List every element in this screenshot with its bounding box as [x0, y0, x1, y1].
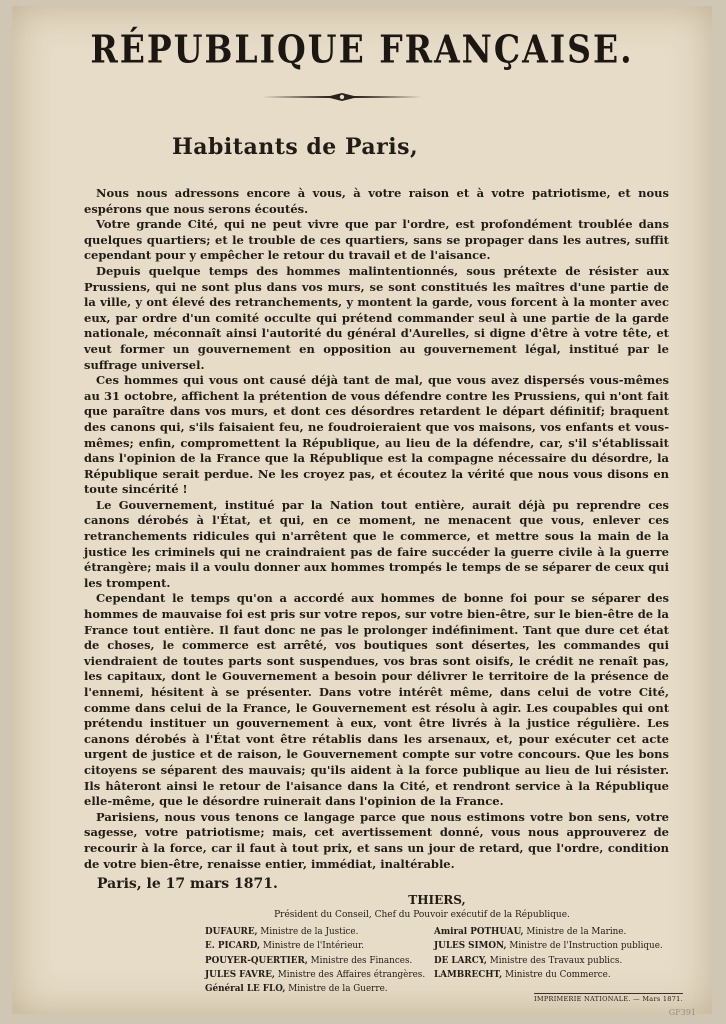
- paragraph: Parisiens, nous vous tenons ce langage parce que nous estimons votre bon sens, votre sagesse, votre patriotisme; mais, cet avertissement donné, vous nous approuverez de recourir à la force, car il faut à tout prix, et sans un jour de retard, que l'ordre, condition de votre bien-être, renaisse entier, immédiat, inaltérable.: [84, 809, 669, 871]
- poster-title: RÉPUBLIQUE FRANÇAISE.: [90, 27, 634, 72]
- proclamation-body: [84, 186, 669, 872]
- minister-entry: JULES SIMON, Ministre de l'Instruction publique.: [434, 941, 663, 952]
- ministers-left-column: [205, 925, 425, 996]
- paragraph: Votre grande Cité, qui ne peut vivre que par l'ordre, est profondément troublée dans quelques quartiers; et le trouble de ces quartiers, sans se propager dans les autres, suffit cependant pour y empêcher le retour du travail et de l'aisance.: [84, 217, 669, 263]
- paragraph: Le Gouvernement, institué par la Nation tout entière, aurait déjà pu reprendre ces canons dérobés à l'État, et qui, en ce moment, ne menacent que vous, enlever ces retranchements ridicules qui n'arrêtent que le commerce, et mettre sous la main de la justice les criminels qui ne craindraient pas de faire succéder la guerre civile à la guerre étrangère; mais il a voulu donner aux hommes trompés le temps de se séparer de ceux qui les trompent.: [84, 497, 669, 590]
- ornament-rule-icon: [260, 90, 424, 104]
- printer-imprint: IMPRIMERIE NATIONALE. — Mars 1871.: [534, 995, 683, 1003]
- poster-sheet: [12, 6, 712, 1017]
- paragraph: Cependant le temps qu'on a accordé aux hommes de bonne foi pour se séparer des hommes de mauvaise foi est pris sur votre repos, sur votre bien-être, sur le bien-être de la France tout entière. Il faut donc ne pas le prolonger indéfiniment. Tant que dure cet état de choses, le commerce est arrêté, vos boutiques sont désertes, les commandes qui viendraient de toutes parts sont suspendues, vos bras sont oisifs, le crédit ne renaît pas, les capitaux, dont le Gouvernement a besoin pour délivrer le territoire de la présence de l'ennemi, hésitent à se présenter. Dans votre intérêt même, dans celui de votre Cité, comme dans celui de la France, le Gouvernement est résolu à agir. Les coupables qui ont prétendu instituer un gouvernement à eux, vont être livrés à la justice régulière. Les canons dérobés à l'État vont être rétablis dans les arsenaux, et, pour exécuter cet acte urgent de justice et de raison, le Gouvernement compte sur votre concours. Que les bons citoyens se séparent des mauvais; qu'ils aident à la force publique au lieu de lui résister. Ils hâteront ainsi le retour de l'aisance dans la Cité, et rendront service à la République elle-même, que le désordre ruinerait dans l'opinion de la France.: [84, 591, 669, 809]
- signature-role: Président du Conseil, Chef du Pouvoir exécutif de la République.: [274, 910, 570, 920]
- archive-stamp: GF391: [668, 1008, 696, 1017]
- minister-entry: POUYER-QUERTIER, Ministre des Finances.: [205, 955, 413, 966]
- ministers-right-column: [434, 925, 663, 982]
- minister-entry: DE LARCY, Ministre des Travaux publics.: [434, 955, 623, 966]
- dateline: Paris, le 17 mars 1871.: [97, 876, 278, 892]
- minister-entry: JULES FAVRE, Ministre des Affaires étrangères.: [205, 969, 426, 980]
- minister-entry: DUFAURE, Ministre de la Justice.: [205, 927, 359, 937]
- paragraph: Depuis quelque temps des hommes malintentionnés, sous prétexte de résister aux Prussiens, qui ne sont plus dans vos murs, se sont constitués les maîtres d'une partie de la ville, y ont élevé des retranchements, y montent la garde, vous forcent à la monter avec eux, par ordre d'un comité occulte qui prétend commander seul à une partie de la garde nationale, méconnaît ainsi l'autorité du général d'Aurelles, si digne d'être à votre tête, et veut former un gouvernement en opposition au gouvernement légal, institué par le suffrage universel.: [84, 263, 669, 372]
- minister-entry: LAMBRECHT, Ministre du Commerce.: [434, 969, 611, 980]
- paragraph: Nous nous adressons encore à vous, à votre raison et à votre patriotisme, et nous espérons que nous serons écoutés.: [84, 186, 669, 216]
- minister-entry: E. PICARD, Ministre de l'Intérieur.: [205, 941, 365, 952]
- minister-entry: Général LE FLO, Ministre de la Guerre.: [205, 984, 388, 995]
- minister-entry: Amiral POTHUAU, Ministre de la Marine.: [434, 927, 627, 937]
- address-heading: Habitants de Paris,: [172, 134, 419, 160]
- signature-name: THIERS,: [408, 893, 466, 907]
- paragraph: Ces hommes qui vous ont causé déjà tant de mal, que vous avez dispersés vous-mêmes au 31 octobre, affichent la prétention de vous défendre contre les Prussiens, qui n'ont fait que paraître dans vos murs, et dont ces désordres retardent le départ définitif; braquent des canons qui, s'ils faisaient feu, ne foudroieraient que vos maisons, vos enfants et vous-mêmes; enfin, compromettent la République, au lieu de la défendre, car, s'il s'établissait dans l'opinion de la France que la République est la compagne nécessaire du désordre, la République serait perdue. Ne les croyez pas, et écoutez la vérité que nous vous disons en toute sincérité !: [84, 373, 669, 497]
